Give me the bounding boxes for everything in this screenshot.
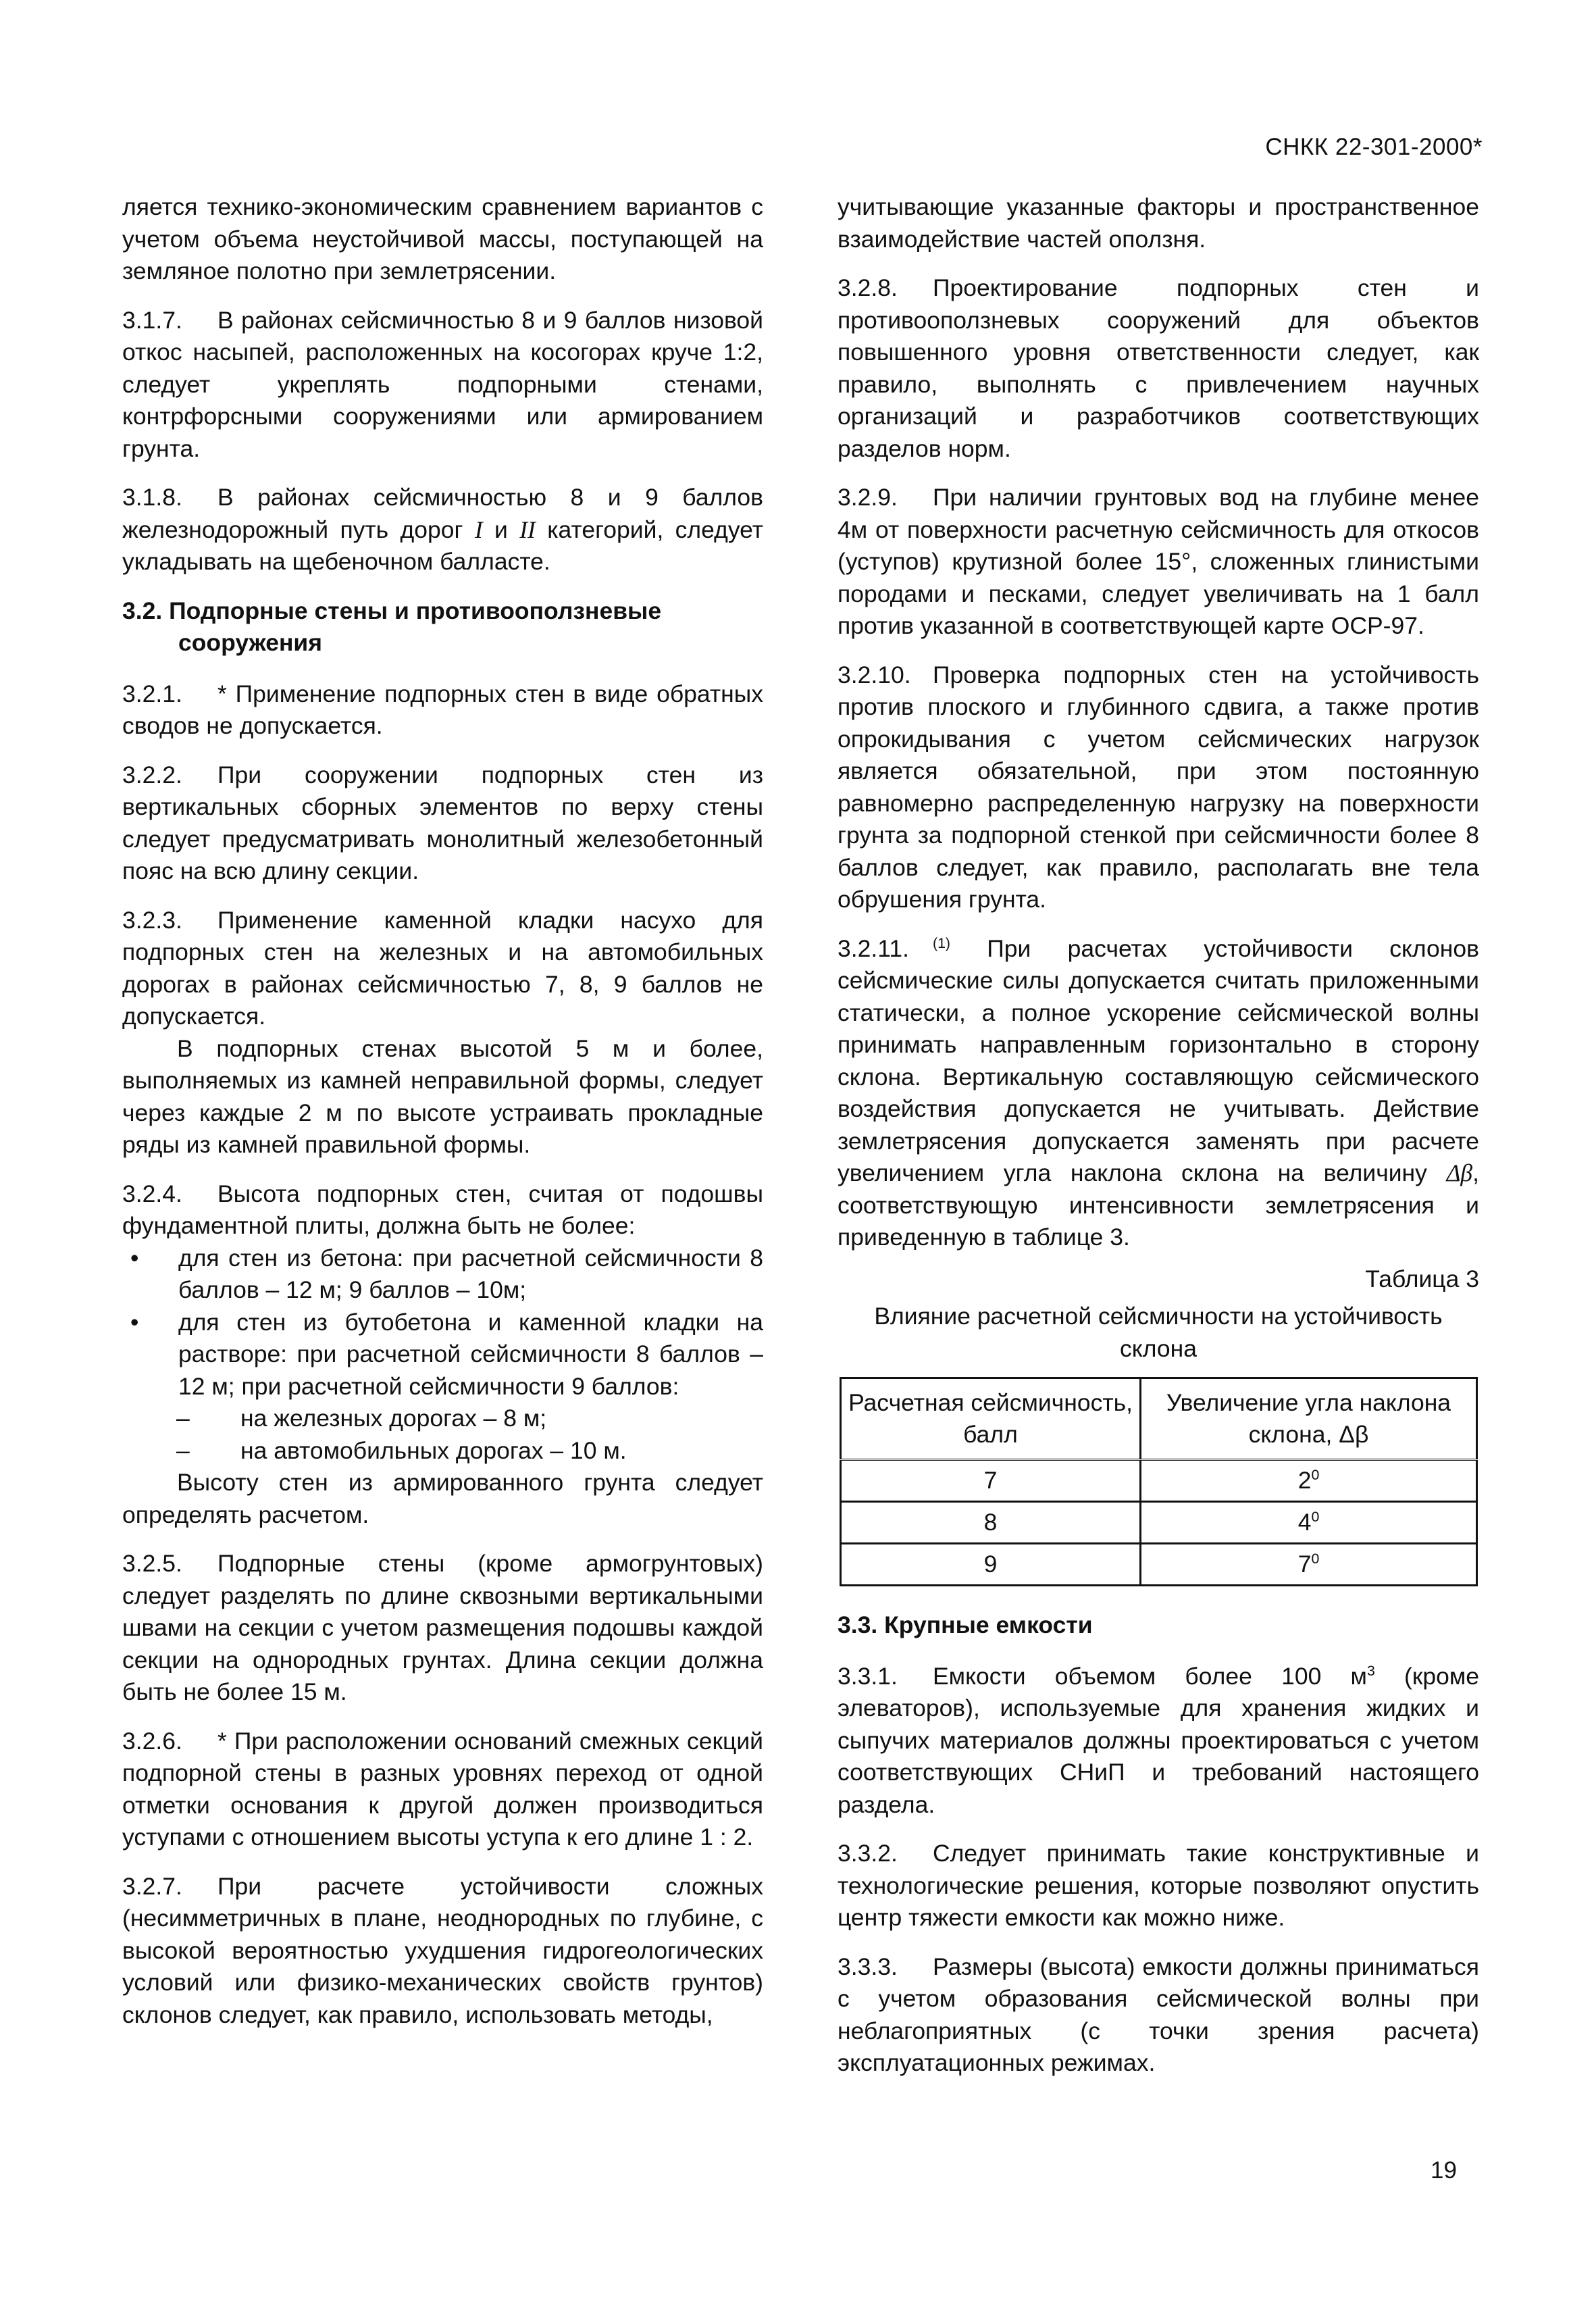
clause-text: Подпорные стены (кроме армогрунтовых) следует разделять по длине сквозными вертикальными швами на секции с учетом размещения подошвы каждой секции на однородных грунтах. Длина секции должна быть не более 15 м. xyxy=(122,1550,763,1705)
clause-number: 3.2.9. xyxy=(838,484,898,511)
continued-paragraph: учитывающие указанные факторы и пространственное взаимодействие частей оползня. xyxy=(838,193,1479,253)
clause-number: 3.2.7. xyxy=(122,1872,182,1900)
section-number: 3.3. xyxy=(838,1611,878,1638)
clause-number: 3.2.8. xyxy=(838,274,898,301)
clause-text: При расчетах устойчивости склонов сейсмические силы допускается считать приложенными статически, а полное ускорение сейсмической волны принимать направленным горизонтально в сторону склона. Вертикальную составляющую сейсмического воздействия допускается не учитывать. Действие землетрясения допускается заменять при расчете увеличением угла наклона склона на величину xyxy=(838,934,1479,1186)
clause-number: 3.2.6. xyxy=(122,1727,182,1755)
section-title-line2: сооружения xyxy=(178,629,322,656)
list-item: – на автомобильных дорогах – 10 м. xyxy=(122,1435,763,1467)
clause-text: и xyxy=(482,515,520,543)
seismicity-table xyxy=(840,1377,1478,1586)
clause-text: Высота подпорных стен, считая от подошвы фундаментной плиты, должна быть не более: xyxy=(122,1180,763,1239)
clause-3-2-3-continued: В подпорных стенах высотой 5 м и более, выполняемых из камней неправильной формы, следует через каждые 2 м по высоте устраивать прокладные ряды из камней правильной формы. xyxy=(122,1034,763,1158)
clause-3-2-3 xyxy=(122,905,763,1033)
clause-text: Проверка подпорных стен на устойчивость против плоского и глубинного сдвига, а также против опрокидывания с учетом сейсмических нагрузок является обязательной, при этом постоянную равномерно распределенную нагрузку на поверхности грунта за подпорной стенкой при сейсмичности более 8 баллов следует, как правило, располагать вне тела обрушения грунта. xyxy=(838,661,1479,913)
clause-3-2-8 xyxy=(838,272,1479,465)
clause-3-2-5 xyxy=(122,1548,763,1709)
document-code: СНКК 22-301-2000* xyxy=(1265,134,1483,160)
table-row xyxy=(841,1502,1477,1544)
clause-text: При сооружении подпорных стен из вертикальных сборных элементов по верху стены следует предусматривать монолитный железобетонный пояс на всю длину секции. xyxy=(122,761,763,884)
category-two: II xyxy=(519,515,536,543)
clause-number: 3.3.1. xyxy=(838,1662,898,1690)
section-title: Крупные емкости xyxy=(884,1611,1093,1638)
table-header-cell: Расчетная сейсмичность, балл xyxy=(841,1378,1141,1460)
footnote-mark: (1) xyxy=(933,934,951,951)
height-limits-list xyxy=(122,1242,763,1403)
list-item: • для стен из бутобетона и каменной кладки на растворе: при расчетной сейсмичности 8 баллов – 12 м; при расчетной сейсмичности 9 баллов: xyxy=(122,1307,763,1403)
clause-text: Следует принимать такие конструктивные и технологические решения, которые позволяют опустить центр тяжести емкости как можно ниже. xyxy=(838,1840,1479,1931)
table-cell-increase: $2^0$ xyxy=(1141,1460,1477,1502)
clause-number: 3.2.2. xyxy=(122,761,182,788)
clause-3-2-1 xyxy=(122,678,763,743)
clause-3-2-2 xyxy=(122,759,763,888)
clause-number: 3.2.10. xyxy=(838,661,911,688)
page-number: 19 xyxy=(1431,2157,1457,2184)
table-cell-seismicity: 9 xyxy=(841,1544,1141,1586)
section-heading-3-3 xyxy=(838,1609,1479,1642)
clause-text: Проектирование подпорных стен и противооползневых сооружений для объектов повышенного уровня ответственности следует, как правило, выполнять с привлечением научных организаций и разработчиков соответствующих разделов норм. xyxy=(838,274,1479,462)
clause-text: При наличии грунтовых вод на глубине менее 4м от поверхности расчетную сейсмичность для откосов (уступов) крутизной более 15°, сложенных глинистыми породами и песками, следует увеличивать на 1 балл против указанной в соответствующей карте ОСР-97. xyxy=(838,484,1479,639)
clause-number: 3.3.2. xyxy=(838,1840,898,1867)
list-item: • для стен из бетона: при расчетной сейсмичности 8 баллов – 12 м; 9 баллов – 10м; xyxy=(122,1242,763,1307)
table-cell-increase: $4^0$ xyxy=(1141,1502,1477,1544)
table-header-row xyxy=(841,1378,1477,1460)
clause-number: 3.1.7. xyxy=(122,306,182,334)
clause-number: 3.2.11. xyxy=(838,934,909,962)
list-item: – на железных дорогах – 8 м; xyxy=(122,1403,763,1435)
clause-number: 3.2.5. xyxy=(122,1550,182,1577)
clause-3-3-1 xyxy=(838,1661,1479,1821)
clause-text: Размеры (высота) емкости должны приниматься с учетом образования сейсмической волны при неблагоприятных (с точки зрения расчета) эксплуатационных режимах. xyxy=(838,1953,1479,2076)
clause-text: Емкости объемом более 100 м xyxy=(933,1662,1367,1690)
clause-number: 3.1.8. xyxy=(122,484,182,511)
table-title: Влияние расчетной сейсмичности на устойчивость склона xyxy=(874,1303,1443,1362)
clause-3-1-8 xyxy=(122,482,763,578)
cubic-superscript: 3 xyxy=(1366,1662,1375,1679)
clause-text: Применение каменной кладки насухо для подпорных стен на железных и на автомобильных дорогах в районах сейсмичностью 7, 8, 9 баллов не допускается. xyxy=(122,906,763,1030)
clause-number: 3.3.3. xyxy=(838,1953,898,1980)
clause-text: В районах сейсмичностью 8 и 9 баллов железнодорожный путь дорог xyxy=(122,484,763,543)
table-row xyxy=(841,1460,1477,1502)
clause-number: 3.2.4. xyxy=(122,1180,182,1207)
clause-text: При расчете устойчивости сложных (несимметричных в плане, неоднородных по глубине, с высокой вероятностью ухудшения гидрогеологических условий или физико-механических свойств грунтов) склонов следует, как правило, использовать методы, xyxy=(122,1872,763,2028)
section-title: Подпорные стены и противооползневые xyxy=(169,597,662,624)
table-cell-seismicity: 8 xyxy=(841,1502,1141,1544)
table-cell-increase: $7^0$ xyxy=(1141,1544,1477,1586)
table-header-cell: Увеличение угла наклона склона, Δβ xyxy=(1141,1378,1477,1460)
clause-3-3-2 xyxy=(838,1838,1479,1934)
clause-text: категорий, следует укладывать на щебеночном балласте. xyxy=(122,515,763,575)
table-row xyxy=(841,1544,1477,1586)
clause-3-2-4-continued: Высоту стен из армированного грунта следует определять расчетом. xyxy=(122,1469,763,1528)
category-one: I xyxy=(474,515,483,543)
clause-3-2-6 xyxy=(122,1726,763,1854)
clause-number: 3.2.3. xyxy=(122,906,182,934)
clause-3-2-7 xyxy=(122,1871,763,2032)
clause-text: (кроме элеваторов), используемые для хранения жидких и сыпучих материалов должны проектироваться с учетом соответствующих СНиП и требований настоящего раздела. xyxy=(838,1662,1479,1818)
table-cell-seismicity: 7 xyxy=(841,1460,1141,1502)
table-label: Таблица 3 xyxy=(1365,1265,1479,1292)
section-number: 3.2. xyxy=(122,597,163,624)
left-column xyxy=(122,191,763,2048)
section-heading-3-2 xyxy=(122,595,763,659)
clause-3-2-4 xyxy=(122,1178,763,1242)
clause-text: * Применение подпорных стен в виде обратных сводов не допускается. xyxy=(122,680,763,739)
clause-3-3-3 xyxy=(838,1951,1479,2080)
continued-paragraph: ляется технико-экономическим сравнением вариантов с учетом объема неустойчивой массы, поступающей на земляное полотно при землетрясении. xyxy=(122,193,763,284)
clause-3-2-10 xyxy=(838,659,1479,916)
clause-text: В районах сейсмичностью 8 и 9 баллов низовой откос насыпей, расположенных на косогорах круче 1:2, следует укреплять подпорными стенами, контрфорсными сооружениями или армированием грунта. xyxy=(122,306,763,462)
clause-3-2-9 xyxy=(838,482,1479,643)
delta-beta-symbol: Δβ xyxy=(1446,1159,1473,1186)
clause-text: , соответствующую интенсивности землетрясения и приведенную в таблице 3. xyxy=(838,1159,1479,1251)
right-column xyxy=(838,191,1479,2096)
clause-number: 3.2.1. xyxy=(122,680,182,707)
clause-text: * При расположении оснований смежных секций подпорной стены в разных уровнях переход от одной отметки основания к другой должен производиться уступами с отношением высоты уступа к его длине 1 : 2. xyxy=(122,1727,763,1851)
clause-3-2-11 xyxy=(838,933,1479,1254)
clause-3-1-7 xyxy=(122,305,763,466)
road-type-list xyxy=(122,1403,763,1467)
